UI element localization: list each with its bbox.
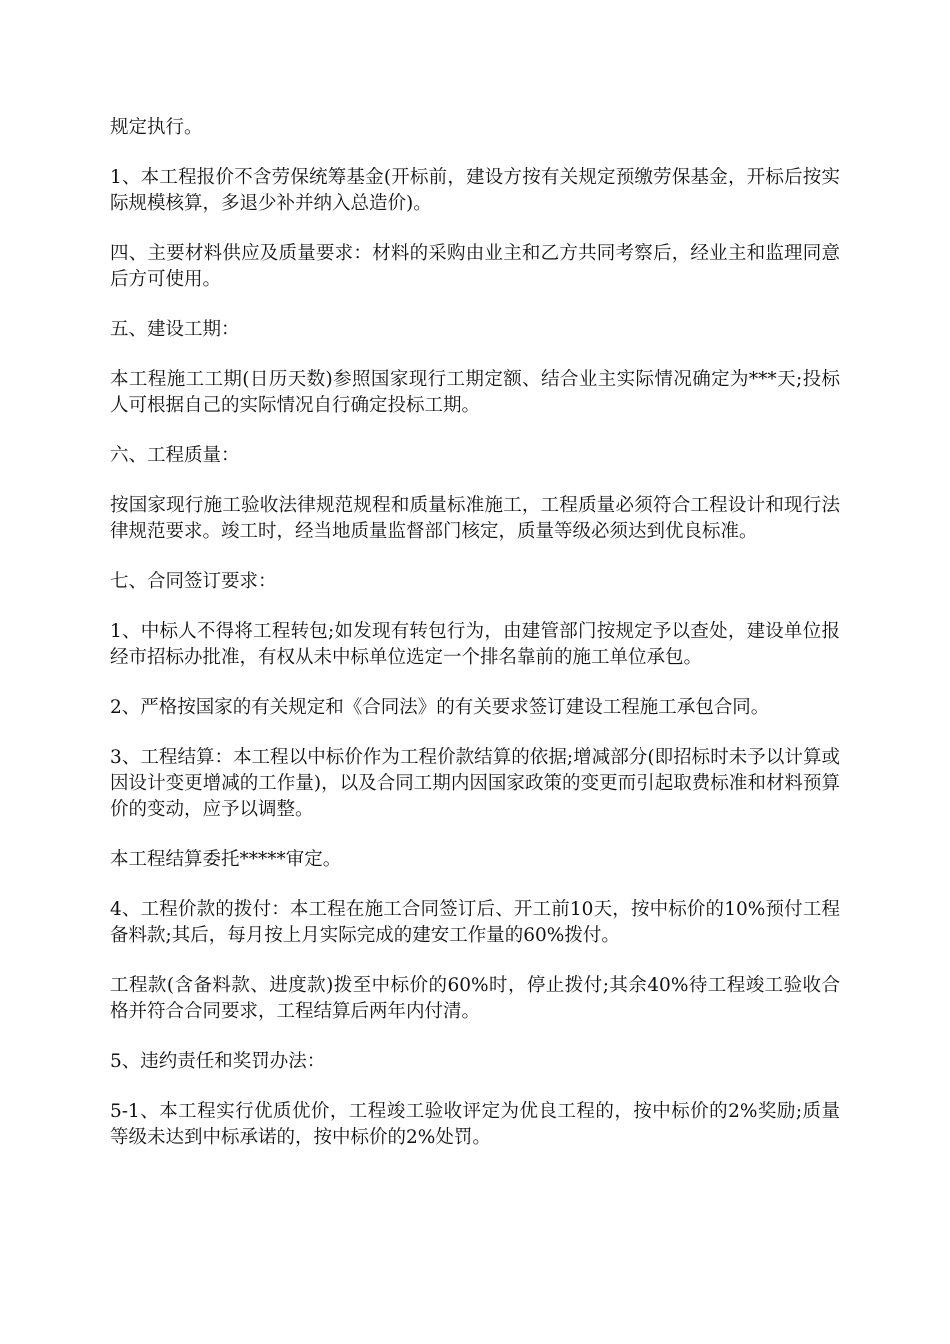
paragraph: 1、中标人不得将工程转包;如发现有转包行为，由建管部门按规定予以查处，建设单位报经市招标办批准，有权从未中标单位选定一个排名靠前的施工单位承包。 bbox=[110, 621, 840, 668]
paragraph: 按国家现行施工验收法律规范规程和质量标准施工，工程质量必须符合工程设计和现行法律规范要求。竣工时，经当地质量监督部门核定，质量等级必须达到优良标准。 bbox=[110, 495, 840, 542]
paragraph: 3、工程结算：本工程以中标价作为工程价款结算的依据;增减部分(即招标时未予以计算或因设计变更增减的工作量)，以及合同工期内因国家政策的变更而引起取费标准和材料预算价的变动，应予以调整。 bbox=[110, 747, 840, 820]
section-heading: 五、建设工期： bbox=[110, 319, 240, 340]
paragraph: 1、本工程报价不含劳保统筹基金(开标前，建设方按有关规定预缴劳保基金，开标后按实际规模核算，多退少补并纳入总造价)。 bbox=[110, 167, 840, 214]
paragraph: 2、严格按国家的有关规定和《合同法》的有关要求签订建设工程施工承包合同。 bbox=[110, 697, 770, 718]
section-heading: 六、工程质量： bbox=[110, 445, 240, 466]
paragraph: 工程款(含备料款、进度款)拨至中标价的60%时，停止拨付;其余40%待工程竣工验收合格并符合合同要求，工程结算后两年内付清。 bbox=[110, 975, 840, 1022]
document-page bbox=[110, 115, 840, 1175]
paragraph: 本工程结算委托*****审定。 bbox=[110, 849, 342, 870]
section-heading: 四、主要材料供应及质量要求：材料的采购由业主和乙方共同考察后，经业主和监理同意后方可使用。 bbox=[110, 243, 840, 290]
section-heading: 七、合同签订要求： bbox=[110, 571, 277, 592]
paragraph: 5-1、本工程实行优质优价，工程竣工验收评定为优良工程的，按中标价的2%奖励;质量等级未达到中标承诺的，按中标价的2%处罚。 bbox=[110, 1101, 840, 1148]
section-heading: 5、违约责任和奖罚办法： bbox=[110, 1051, 326, 1072]
paragraph: 4、工程价款的拨付：本工程在施工合同签订后、开工前10天，按中标价的10%预付工程备料款;其后，每月按上月实际完成的建安工作量的60%拨付。 bbox=[110, 899, 840, 946]
paragraph: 规定执行。 bbox=[110, 117, 203, 138]
paragraph: 本工程施工工期(日历天数)参照国家现行工期定额、结合业主实际情况确定为***天;投标人可根据自己的实际情况自行确定投标工期。 bbox=[110, 369, 840, 416]
